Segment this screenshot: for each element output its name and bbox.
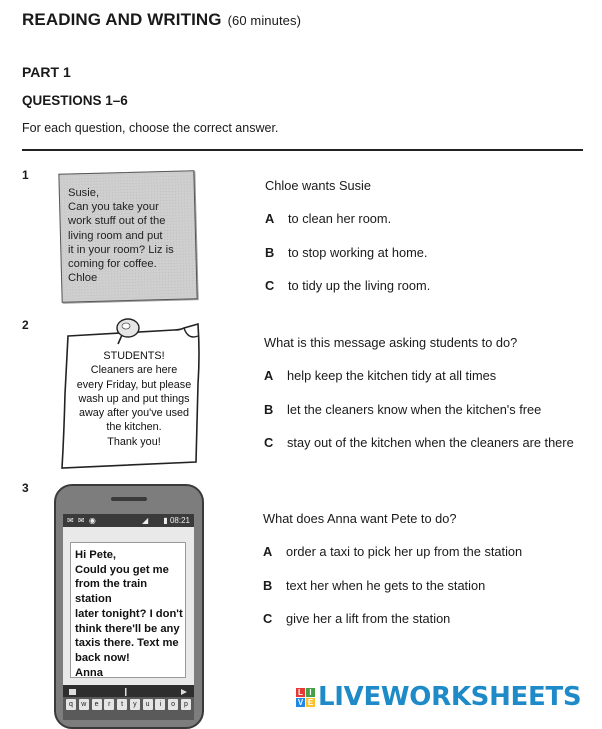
notice-line: away after you've used [78, 407, 190, 420]
message-line: Could you get me [75, 563, 169, 576]
questions-heading: QUESTIONS 1–6 [22, 93, 128, 108]
option-letter: B [264, 402, 274, 417]
q1-option-b[interactable] [265, 245, 427, 260]
option-letter: A [264, 368, 274, 383]
keyboard-key: r [104, 699, 114, 710]
message-line: Hi Pete, [75, 549, 117, 561]
question-1-number: 1 [22, 168, 29, 182]
option-letter: B [265, 245, 275, 260]
question-3-text: What does Anna want Pete to do? [263, 511, 457, 526]
note-line: Susie, [68, 187, 100, 199]
question-3-number: 3 [22, 481, 29, 495]
question-2-number: 2 [22, 318, 29, 332]
option-text: to tidy up the living room. [288, 278, 431, 293]
notice-line: Cleaners are here [90, 364, 178, 377]
note-line: Can you take your [68, 201, 159, 214]
keyboard-key: e [92, 699, 102, 710]
phone-speaker [111, 497, 147, 501]
option-letter: A [265, 211, 275, 226]
option-text: text her when he gets to the station [286, 578, 486, 593]
option-letter: B [263, 578, 273, 593]
battery-icon: ▮ [163, 516, 170, 525]
send-icon [181, 689, 187, 695]
note-line: living room and put [68, 229, 163, 242]
notice-line: the kitchen. [106, 421, 162, 434]
option-letter: C [265, 278, 275, 293]
option-text: help keep the kitchen tidy at all times [287, 368, 497, 383]
cursor-icon [125, 688, 127, 696]
divider [22, 149, 583, 151]
note-line: work stuff out of the [68, 215, 166, 228]
message-line: back now! [75, 651, 130, 664]
option-text: to clean her room. [288, 211, 392, 226]
q2-option-a[interactable] [264, 368, 496, 383]
message-line: taxis there. Text me [75, 637, 179, 650]
badge-letter: V [297, 697, 304, 707]
option-letter: C [264, 435, 274, 450]
keyboard-key: q [66, 699, 76, 710]
phone-status-bar [63, 514, 194, 527]
notice-text [64, 349, 204, 449]
option-text: stay out of the kitchen when the cleaners are there [287, 435, 574, 450]
keyboard-key: o [168, 699, 178, 710]
q3-option-b[interactable] [263, 578, 485, 593]
message-line: later tonight? I don't [75, 607, 183, 620]
note-line: Chloe [68, 272, 98, 285]
phone-input-bar [63, 685, 194, 697]
sticky-note-text [68, 186, 193, 285]
badge-letter: E [307, 697, 314, 707]
option-text: order a taxi to pick her up from the station [286, 544, 523, 559]
option-text: to stop working at home. [288, 245, 428, 260]
q2-option-c[interactable] [264, 435, 574, 450]
keyboard-key: w [79, 699, 89, 710]
camera-icon [69, 689, 76, 695]
note-line: it in your room? Liz is [68, 243, 174, 256]
logo-badge-icon [296, 688, 315, 707]
status-icons: ✉ ✉ ◉ ◢ [67, 516, 150, 525]
badge-letter: L [296, 688, 305, 697]
part-heading: PART 1 [22, 64, 71, 80]
title-text: READING AND WRITING [22, 10, 222, 29]
option-text: give her a lift from the station [286, 611, 451, 626]
notice-line: STUDENTS! [103, 350, 165, 362]
keyboard-key: p [181, 699, 191, 710]
q3-option-a[interactable] [263, 544, 522, 559]
phone-time-text: 08:21 [169, 516, 190, 525]
notice-line: wash up and put things [78, 392, 190, 405]
liveworksheets-logo[interactable] [296, 681, 581, 713]
message-text [75, 548, 185, 680]
phone-time [163, 514, 190, 527]
q2-option-b[interactable] [264, 402, 541, 417]
option-letter: A [263, 544, 273, 559]
notice-line: every Friday, but please [76, 378, 192, 391]
question-1-text: Chloe wants Susie [265, 178, 371, 193]
phone-keyboard [63, 697, 194, 720]
message-line: from the train station [75, 578, 148, 606]
message-line: think there'll be any [75, 622, 180, 635]
q1-option-c[interactable] [265, 278, 430, 293]
badge-letter: I [306, 688, 315, 697]
logo-wordmark: LIVEWORKSHEETS [318, 682, 582, 712]
option-letter: C [263, 611, 273, 626]
notice-line: Thank you! [107, 435, 161, 448]
duration-text: (60 minutes) [227, 13, 302, 28]
keyboard-key: i [155, 699, 165, 710]
instruction-text: For each question, choose the correct answer. [22, 121, 279, 135]
keyboard-key: t [117, 699, 127, 710]
message-line: Anna [75, 666, 103, 679]
page-title [22, 10, 301, 30]
q3-option-c[interactable] [263, 611, 450, 626]
keyboard-key: y [130, 699, 140, 710]
keyboard-key: u [143, 699, 153, 710]
q1-option-a[interactable] [265, 211, 391, 226]
question-2-text: What is this message asking students to do? [264, 335, 518, 350]
option-text: let the cleaners know when the kitchen's free [287, 402, 542, 417]
note-line: coming for coffee. [68, 258, 157, 271]
